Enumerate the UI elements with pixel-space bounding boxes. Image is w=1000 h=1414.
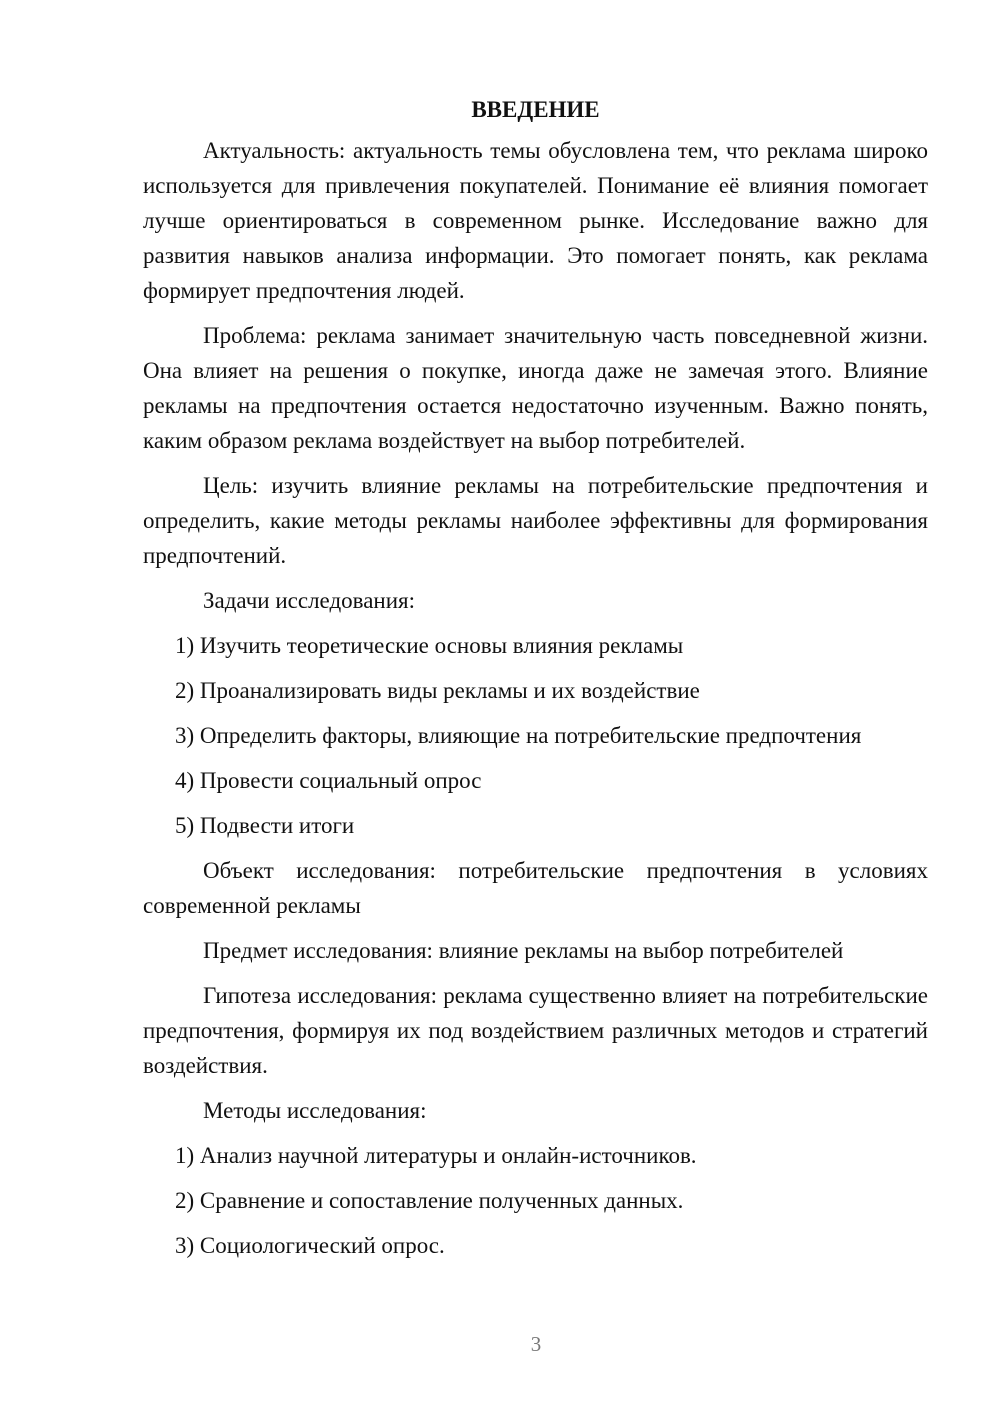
page-title: ВВЕДЕНИЕ [471,97,600,122]
page-number: 3 [530,1332,542,1356]
goal-paragraph: Цель: изучить влияние рекламы на потребительские предпочтения и определить, какие методы рекламы наиболее эффективны для формирования предпочтений. [143,473,928,568]
method-item: 1) Анализ научной литературы и онлайн-источников. [175,1143,697,1168]
method-item: 3) Социологический опрос. [175,1233,445,1258]
object-paragraph: Объект исследования: потребительские предпочтения в условиях современной рекламы [143,858,928,918]
task-item: 5) Подвести итоги [175,813,355,838]
methods-heading: Методы исследования: [203,1098,427,1123]
task-item: 2) Проанализировать виды рекламы и их воздействие [175,678,700,703]
problem-paragraph: Проблема: реклама занимает значительную часть повседневной жизни. Она влияет на решения о покупке, иногда даже не замечая этого. Влияние рекламы на предпочтения остается недостаточно изученным. Важно понять, каким образом реклама воздействует на выбор потребителей. [143,323,928,453]
subject-paragraph: Предмет исследования: влияние рекламы на выбор потребителей [203,938,844,963]
relevance-paragraph: Актуальность: актуальность темы обусловлена тем, что реклама широко используется для привлечения покупателей. Понимание её влияния помогает лучше ориентироваться в современном рынке. Исследование важно для развития навыков анализа информации. Это помогает понять, как реклама формирует предпочтения людей. [143,138,928,303]
task-item: 3) Определить факторы, влияющие на потребительские предпочтения [175,723,862,748]
task-item: 1) Изучить теоретические основы влияния рекламы [175,633,684,658]
task-item: 4) Провести социальный опрос [175,768,482,793]
hypothesis-paragraph: Гипотеза исследования: реклама существенно влияет на потребительские предпочтения, формируя их под воздействием различных методов и стратегий воздействия. [143,983,928,1078]
method-item: 2) Сравнение и сопоставление полученных данных. [175,1188,684,1213]
page-content [143,92,928,1273]
tasks-heading: Задачи исследования: [203,588,416,613]
